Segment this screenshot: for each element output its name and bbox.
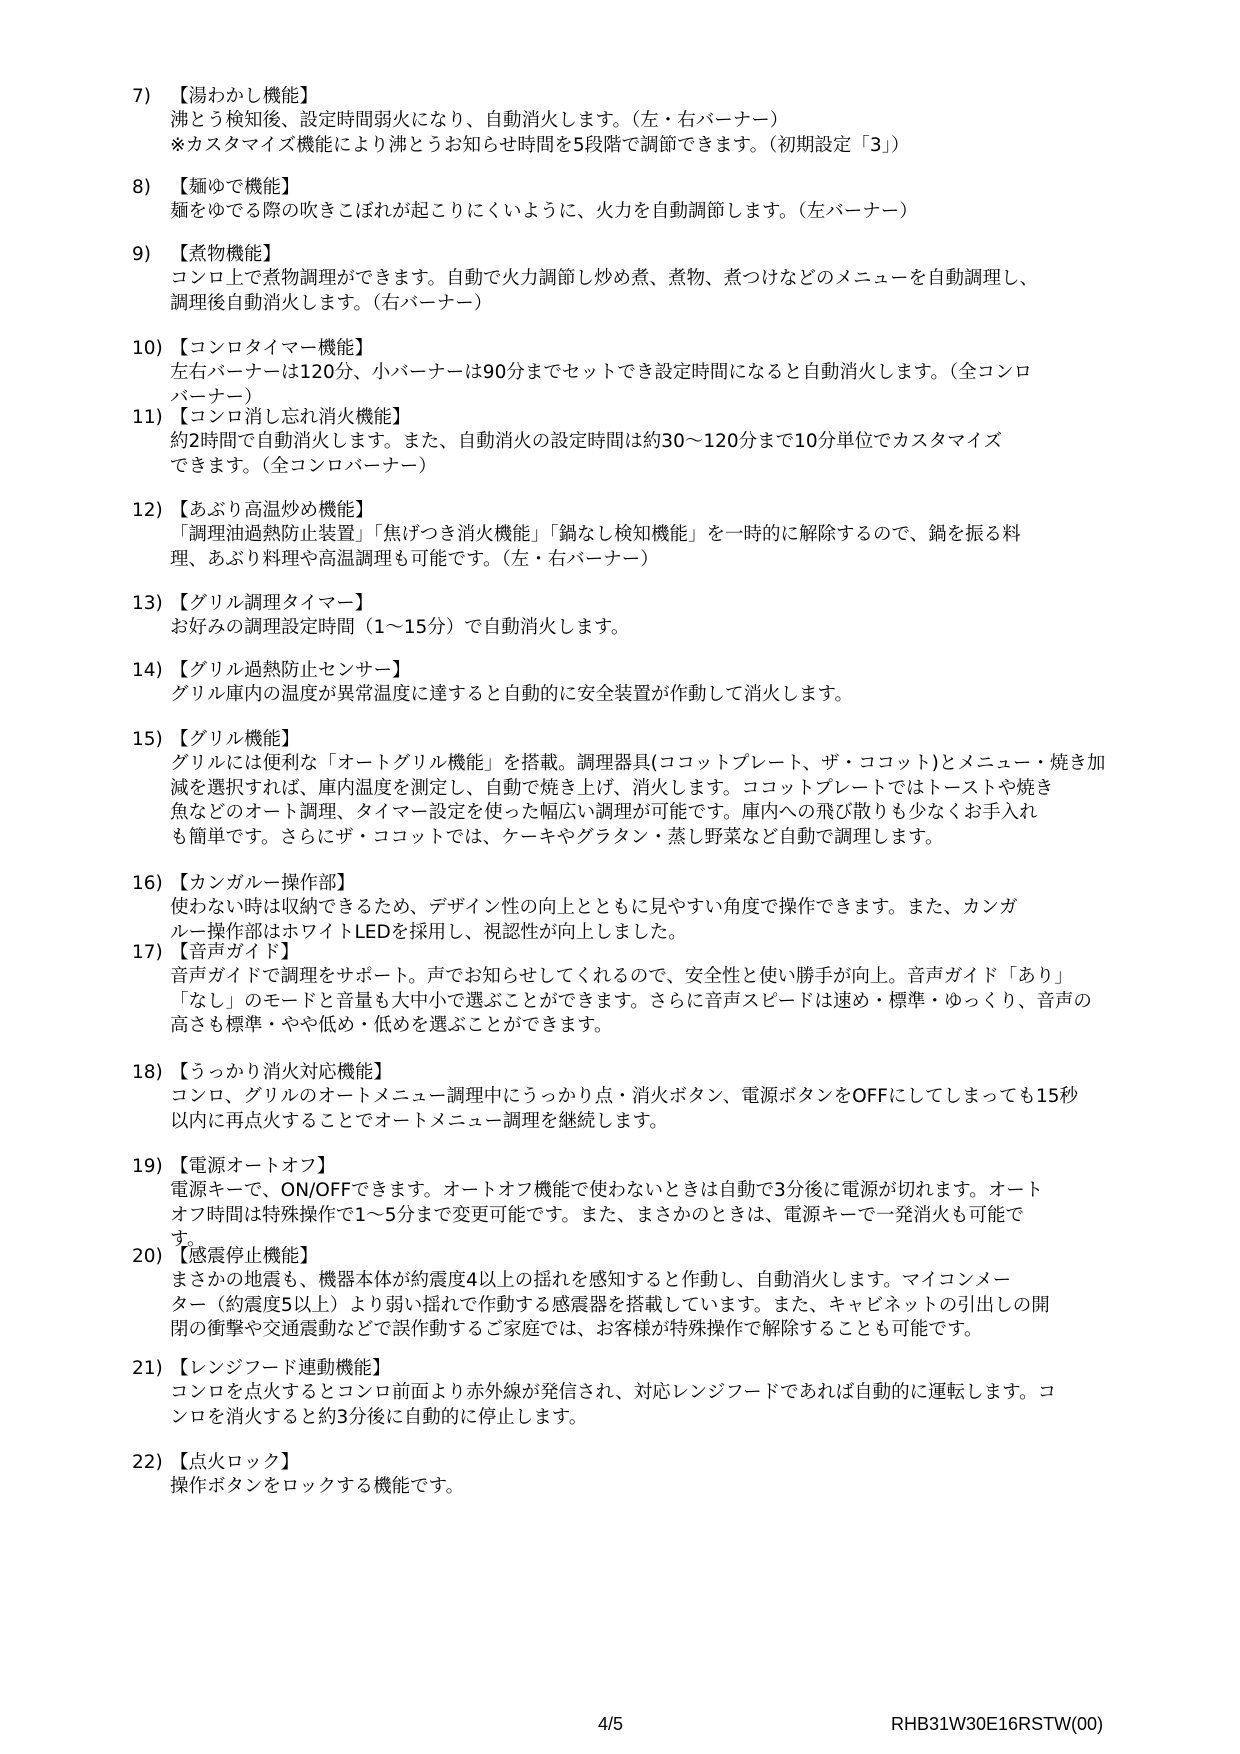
description-line: コンロ、グリルのオートメニュー調理中にうっかり点・消火ボタン、電源ボタンをOFFにしてしまっても15秒 xyxy=(170,1086,1078,1107)
feature-heading xyxy=(132,592,1182,616)
feature-description xyxy=(170,361,1182,410)
feature-title: 【コンロタイマー機能】 xyxy=(170,338,374,359)
feature-heading xyxy=(132,243,1182,267)
feature-heading xyxy=(132,406,1182,430)
feature-item xyxy=(132,941,1182,1039)
feature-item xyxy=(132,592,1182,641)
feature-number: 22) xyxy=(132,1452,163,1473)
feature-number: 16) xyxy=(132,873,163,894)
feature-title: 【湯わかし機能】 xyxy=(170,86,319,107)
feature-item xyxy=(132,499,1182,572)
description-line: ルー操作部はホワイトLEDを採用し、視認性が向上しました。 xyxy=(170,921,687,943)
feature-item xyxy=(132,1451,1182,1500)
feature-description xyxy=(170,1179,1182,1253)
feature-description xyxy=(170,1269,1182,1343)
description-line: 左右バーナーは120分、小バーナーは90分までセットでき設定時間になると自動消火します。（全コンロ xyxy=(170,362,1033,383)
feature-title: 【カンガルー操作部】 xyxy=(170,873,356,894)
description-line: バーナー） xyxy=(170,386,263,408)
document-code: RHB31W30E16RSTW(00) xyxy=(891,1714,1104,1734)
feature-title: 【レンジフード連動機能】 xyxy=(170,1358,391,1379)
feature-description xyxy=(170,683,1182,708)
feature-title: 【コンロ消し忘れ消火機能】 xyxy=(170,407,411,428)
feature-heading xyxy=(132,872,1182,896)
feature-item xyxy=(132,872,1182,945)
description-line: 以内に再点火することでオートメニュー調理を継続します。 xyxy=(170,1110,668,1132)
feature-item xyxy=(132,659,1182,708)
page-number: 4/5 xyxy=(598,1714,624,1734)
feature-number: 10) xyxy=(132,338,163,359)
feature-heading xyxy=(132,1155,1182,1179)
description-line: お好みの調理設定時間（1～15分）で自動消火します。 xyxy=(170,617,630,638)
feature-item xyxy=(132,728,1182,850)
description-line: 「調理油過熱防止装置」「焦げつき消火機能」「鍋なし検知機能」を一時的に解除するので、鍋を振る料 xyxy=(170,524,1021,545)
description-line: 電源キーで、ON/OFFできます。オートオフ機能で使わないときは自動で3分後に電源が切れます。オート xyxy=(170,1180,1044,1201)
feature-item xyxy=(132,337,1182,410)
feature-heading xyxy=(132,941,1182,965)
feature-number: 13) xyxy=(132,593,163,614)
description-line: 調理後自動消火します。（右バーナー） xyxy=(170,292,493,314)
feature-description xyxy=(170,1085,1182,1134)
feature-heading xyxy=(132,85,1182,109)
feature-item xyxy=(132,1155,1182,1253)
description-line: す。 xyxy=(170,1229,206,1250)
description-line: 音声ガイドで調理をサポート。声でお知らせしてくれるので、安全性と使い勝手が向上。音声ガイド「あり」 xyxy=(170,966,1073,987)
feature-title: 【電源オートオフ】 xyxy=(170,1156,336,1177)
description-line: 理、あぶり料理や高温調理も可能です。（左・右バーナー） xyxy=(170,548,659,570)
description-line: 沸とう検知後、設定時間弱火になり、自動消火します。（左・右バーナー） xyxy=(170,110,789,131)
feature-heading xyxy=(132,176,1182,200)
feature-number: 11) xyxy=(132,407,163,428)
description-line: 「なし」のモードと音量も大中小で選ぶことができます。さらに音声スピードは速め・標準・ゆっくり、音声の xyxy=(170,990,1092,1012)
description-line: できます。（全コンロバーナー） xyxy=(170,455,437,477)
description-line: 使わない時は収納できるため、デザイン性の向上とともに見やすい角度で操作できます。また、カンガ xyxy=(170,897,1018,918)
feature-title: 【グリル過熱防止センサー】 xyxy=(170,660,411,681)
feature-description xyxy=(170,523,1182,572)
feature-heading xyxy=(132,1451,1182,1475)
description-line: コンロ上で煮物調理ができます。自動で火力調節し炒め煮、煮物、煮つけなどのメニューを自動調理し、 xyxy=(170,268,1039,289)
feature-item xyxy=(132,176,1182,225)
feature-title: 【グリル機能】 xyxy=(170,729,300,750)
feature-title: 【音声ガイド】 xyxy=(170,942,299,963)
feature-number: 15) xyxy=(132,729,163,750)
feature-description xyxy=(170,616,1182,641)
feature-description xyxy=(170,267,1182,316)
feature-item xyxy=(132,243,1182,316)
feature-item xyxy=(132,85,1182,158)
feature-heading xyxy=(132,728,1182,752)
feature-title: 【感震停止機能】 xyxy=(170,1246,319,1267)
feature-number: 20) xyxy=(132,1246,163,1267)
feature-number: 9) xyxy=(132,244,151,265)
feature-title: 【麺ゆで機能】 xyxy=(170,177,300,198)
description-line: 魚などのオート調理、タイマー設定を使った幅広い調理が可能です。庫内への飛び散りも少なくお手入れ xyxy=(170,802,1038,823)
feature-heading xyxy=(132,1357,1182,1381)
description-line: 閉の衝撃や交通震動などで誤作動するご家庭では、お客様が特殊操作で解除することも可能です。 xyxy=(170,1319,983,1340)
feature-title: 【あぶり高温炒め機能】 xyxy=(170,500,374,521)
description-line: まさかの地震も、機器本体が約震度4以上の揺れを感知すると作動し、自動消火します。マイコンメー xyxy=(170,1270,1012,1291)
feature-title: 【うっかり消火対応機能】 xyxy=(170,1062,393,1083)
description-line: コンロを点火するとコンロ前面より赤外線が発信され、対応レンジフードであれば自動的に運転します。コ xyxy=(170,1382,1057,1403)
description-line: ンロを消火すると約3分後に自動的に停止します。 xyxy=(170,1406,588,1428)
feature-heading xyxy=(132,1245,1182,1269)
description-line: オフ時間は特殊操作で1～5分まで変更可能です。また、まさかのときは、電源キーで一発消火も可能で xyxy=(170,1204,1025,1226)
feature-description xyxy=(170,200,1182,225)
feature-number: 18) xyxy=(132,1062,163,1083)
feature-item xyxy=(132,1357,1182,1430)
feature-description xyxy=(170,896,1182,945)
feature-number: 7) xyxy=(132,86,151,107)
feature-number: 21) xyxy=(132,1358,163,1379)
feature-description xyxy=(170,1475,1182,1500)
feature-description xyxy=(170,965,1182,1039)
description-line: 高さも標準・やや低め・低めを選ぶことができます。 xyxy=(170,1015,613,1036)
feature-number: 17) xyxy=(132,942,163,963)
feature-title: 【グリル調理タイマー】 xyxy=(170,593,374,614)
feature-item xyxy=(132,406,1182,479)
description-line: 約2時間で自動消火します。また、自動消火の設定時間は約30～120分まで10分単位でカスタマイズ xyxy=(170,431,1003,452)
feature-description xyxy=(170,1381,1182,1430)
feature-description xyxy=(170,109,1182,158)
feature-description xyxy=(170,430,1182,479)
description-line: 操作ボタンをロックする機能です。 xyxy=(170,1476,465,1497)
description-line: 減を選択すれば、庫内温度を測定し、自動で焼き上げ、消火します。ココットプレートではトーストや焼き xyxy=(170,777,1054,799)
feature-title: 【煮物機能】 xyxy=(170,244,282,265)
description-line: グリル庫内の温度が異常温度に達すると自動的に安全装置が作動して消火します。 xyxy=(170,684,854,705)
description-line: も簡単です。さらにザ・ココットでは、ケーキやグラタン・蒸し野菜など自動で調理します。 xyxy=(170,826,944,848)
feature-heading xyxy=(132,499,1182,523)
feature-heading xyxy=(132,337,1182,361)
description-line: ター（約震度5以上）より弱い揺れで作動する感震器を搭載しています。また、キャビネットの引出しの開 xyxy=(170,1294,1050,1316)
feature-number: 14) xyxy=(132,660,163,681)
feature-item xyxy=(132,1061,1182,1134)
feature-heading xyxy=(132,659,1182,683)
feature-number: 12) xyxy=(132,500,163,521)
description-line: 麺をゆでる際の吹きこぼれが起こりにくいように、火力を自動調節します。（左バーナー） xyxy=(170,201,918,222)
feature-number: 19) xyxy=(132,1156,163,1177)
feature-description xyxy=(170,752,1182,850)
feature-number: 8) xyxy=(132,177,151,198)
description-line: ※カスタマイズ機能により沸とうお知らせ時間を5段階で調節できます。（初期設定「3」） xyxy=(170,134,910,156)
feature-heading xyxy=(132,1061,1182,1085)
feature-title: 【点火ロック】 xyxy=(170,1452,300,1473)
description-line: グリルには便利な「オートグリル機能」を搭載。調理器具(ココットプレート、ザ・ココット)とメニュー・焼き加 xyxy=(170,753,1106,774)
feature-item xyxy=(132,1245,1182,1343)
